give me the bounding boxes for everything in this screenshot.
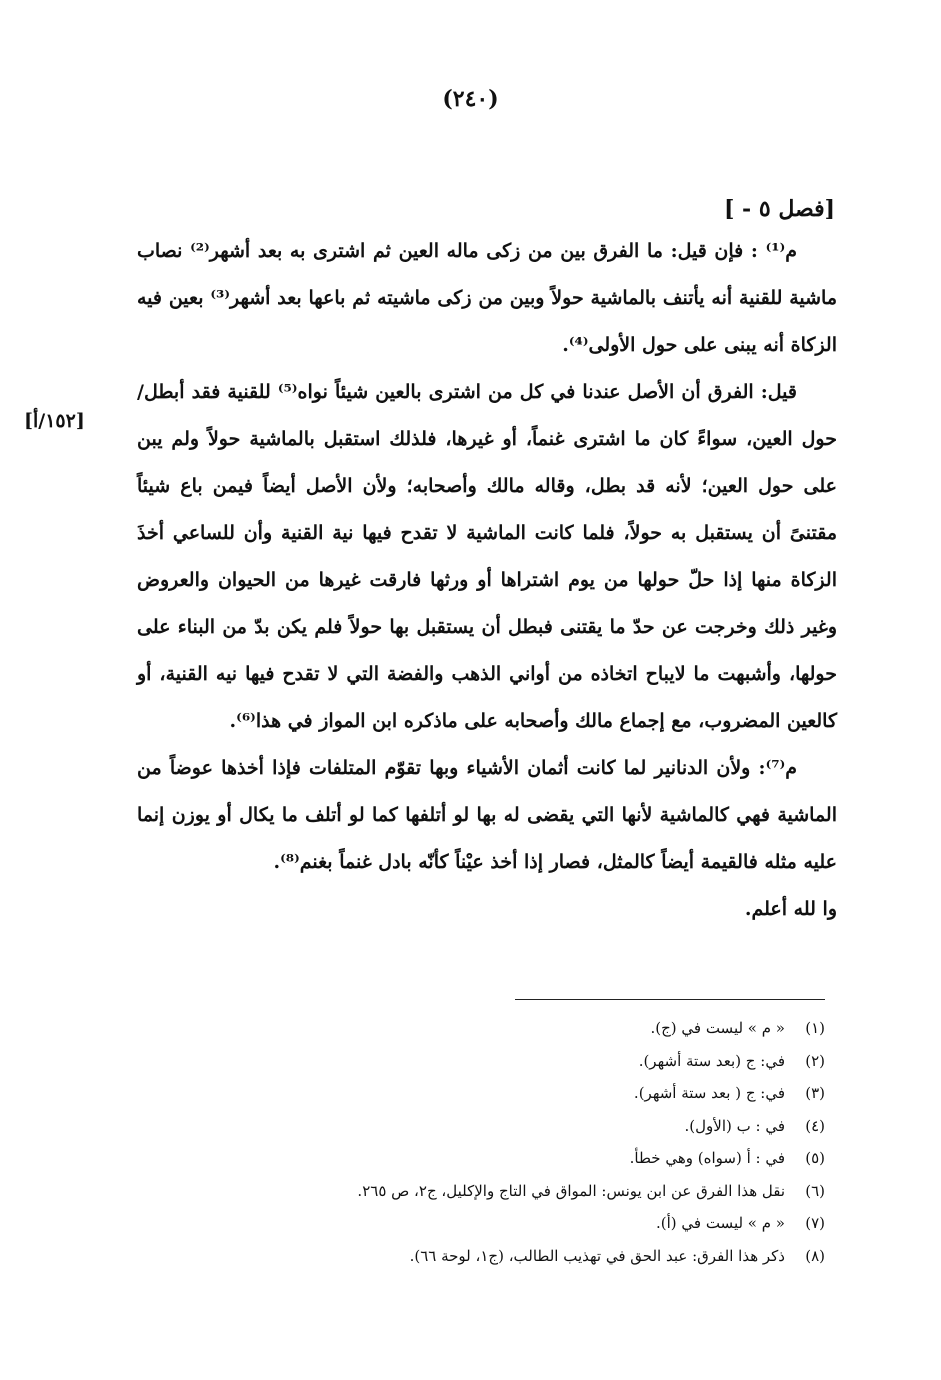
footnote-divider [515, 999, 825, 1000]
paragraph-closing: وا لله أعلم. [744, 898, 837, 920]
footnote-text: « م » ليست في (أ). [655, 1214, 785, 1232]
footnote-number: (٥) [805, 1149, 825, 1167]
footnote-text: ذكر هذا الفرق: عبد الحق في تهذيب الطالب، (ج١، لوحة ٦٦). [409, 1246, 785, 1265]
footnote-text: في : ب (الأول). [684, 1116, 785, 1135]
footnote-number: (٧) [805, 1214, 825, 1232]
footnote-text: في : أ (سواه) وهي خطأ. [629, 1149, 785, 1167]
footnote-text: نقل هذا الفرق عن ابن يونس: المواق في التاج والإكليل، ج٢، ص ٢٦٥. [357, 1181, 785, 1200]
footnote-text: في: ج (بعد ستة أشهر). [638, 1051, 785, 1070]
footnote-item [185, 1045, 825, 1078]
footnote-number: (٣) [805, 1084, 825, 1102]
footnotes [185, 1012, 825, 1272]
paragraph-question: م⁽¹⁾ : فإن قيل: ما الفرق بين من زكى ماله العين ثم اشترى به بعد أشهر⁽²⁾ نصاب ماشية للقنية أنه يأتنف بالماشية حولاً وبين من زكى ماشيته ثم باعها بعد أشهر⁽³⁾ بعين فيه الزكاة أنه يبنى على حول الأولى⁽⁴⁾. [137, 240, 837, 356]
footnote-text: « م » ليست في (ج). [650, 1019, 785, 1037]
footnote-number: (٦) [805, 1181, 825, 1200]
footnote-item [185, 1142, 825, 1175]
footnote-item [185, 1012, 825, 1045]
footnote-number: (١) [805, 1019, 825, 1037]
footnote-item [185, 1207, 825, 1240]
page-number: (٢٤٠) [442, 86, 499, 112]
footnote-number: (٨) [805, 1246, 825, 1265]
footnote-item [185, 1175, 825, 1208]
paragraph-answer: قيل: الفرق أن الأصل عندنا في كل من اشترى بالعين شيئاً نواه⁽⁵⁾ للقنية فقد أبطل/ حول العين، سواءً كان ما اشترى غنماً، أو غيرها، فلذلك استقبل بالماشية حولاً ولم يبن على حول العين؛ لأنه قد بطل، وقاله مالك وأصحابه؛ ولأن الأصل أيضاً فيمن باع شيئاً مقتنىً أن يستقبل به حولاً، فلما كانت الماشية لا تقدح فيها نية القنية وأن للساعي أخذَ الزكاة منها إذا حلّ حولها من يوم اشتراها أو ورثها فارقت غيرها من الحيوان والعروض وغير ذلك وخرجت عن حدّ ما يقتنى فبطل أن يستقبل بها حولاً فلم يكن بدّ من البناء على حولها، وأشبهت ما لايباح اتخاذه من أواني الذهب والفضة التي لا تقدح فيها نيه القنية، أو كالعين المضروب، مع إجماع مالك وأصحابه على ماذكره ابن المواز في هذا⁽⁶⁾. [137, 381, 837, 732]
footnote-item [185, 1110, 825, 1143]
footnote-number: (٤) [805, 1116, 825, 1135]
manuscript-folio-marker: [١٥٢/أ] [24, 410, 85, 432]
footnote-item [185, 1077, 825, 1110]
footnote-item [185, 1240, 825, 1273]
section-heading: [فصل ٥ - ] [723, 196, 835, 222]
footnote-text: في: ج ( بعد ستة أشهر). [633, 1084, 785, 1102]
main-text [137, 228, 837, 933]
footnote-number: (٢) [805, 1051, 825, 1070]
paragraph-dinars: م⁽⁷⁾: ولأن الدنانير لما كانت أثمان الأشياء وبها تقوّم المتلفات فإذا أخذها عوضاً من الماشية فهي كالماشية لأنها التي يقضى له بها لو أتلفها كما لو أتلف ما يكال أو يوزن إنما عليه مثله فالقيمة أيضاً كالمثل، فصار إذا أخذ عيْناً كأنّه بادل غنماً بغنم⁽⁸⁾. [137, 757, 837, 873]
